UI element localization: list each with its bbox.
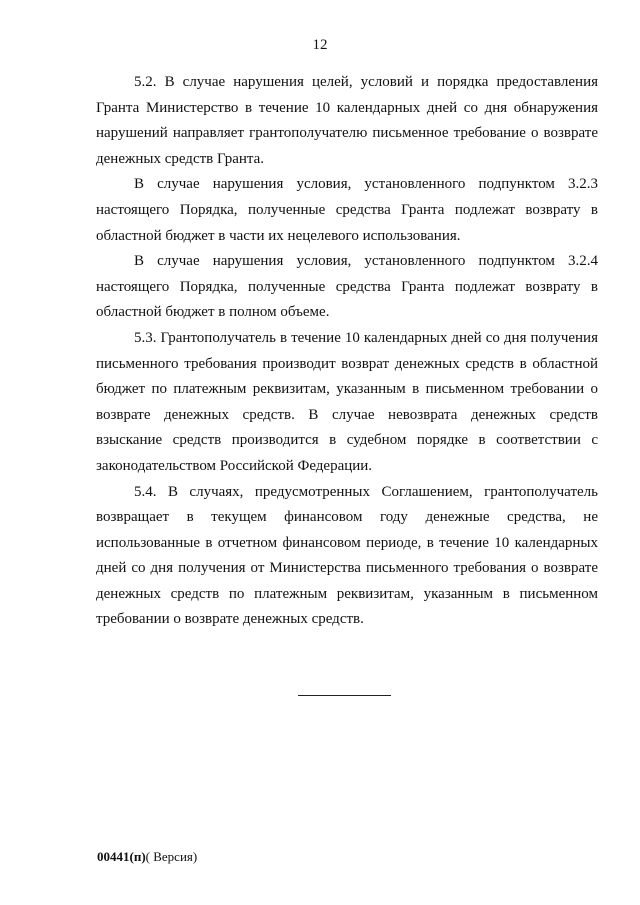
paragraph-5-3: 5.3. Грантополучатель в течение 10 календарных дней со дня получения письменного требования производит возврат денежных средств в областной бюджет по платежным реквизитам, указанным в письменном требовании о возврате денежных средств. В случае невозврата денежных средств взыскание средств производится в судебном порядке в соответствии с законодательством Российской Федерации.	[96, 329, 598, 474]
paragraph-5-2-clause-3-2-4: В случае нарушения условия, установленного подпунктом 3.2.4 настоящего Порядка, полученные средства Гранта подлежат возврату в областной бюджет в полном объеме.	[96, 253, 598, 321]
footer-document-code	[97, 849, 197, 865]
document-code: 00441(п)	[97, 849, 146, 864]
paragraph-5-4: 5.4. В случаях, предусмотренных Соглашением, грантополучатель возвращает в текущем финансовом году денежные средства, не использованные в отчетном финансовом периоде, в течение 10 календарных дней со дня получения от Министерства письменного требования о возврате денежных средств по платежным реквизитам, указанным в письменном требовании о возврате денежных средств.	[96, 483, 598, 628]
end-separator-line	[298, 695, 391, 696]
document-version: ( Версия)	[145, 849, 198, 864]
page-number: 12	[312, 37, 328, 53]
paragraph-5-2-clause-3-2-3: В случае нарушения условия, установленного подпунктом 3.2.3 настоящего Порядка, полученные средства Гранта подлежат возврату в областной бюджет в части их нецелевого использования.	[96, 176, 598, 244]
document-body	[96, 70, 598, 633]
paragraph-5-2: 5.2. В случае нарушения целей, условий и порядка предоставления Гранта Министерство в течение 10 календарных дней со дня обнаружения нарушений направляет грантополучателю письменное требование о возврате денежных средств Гранта.	[96, 74, 598, 167]
